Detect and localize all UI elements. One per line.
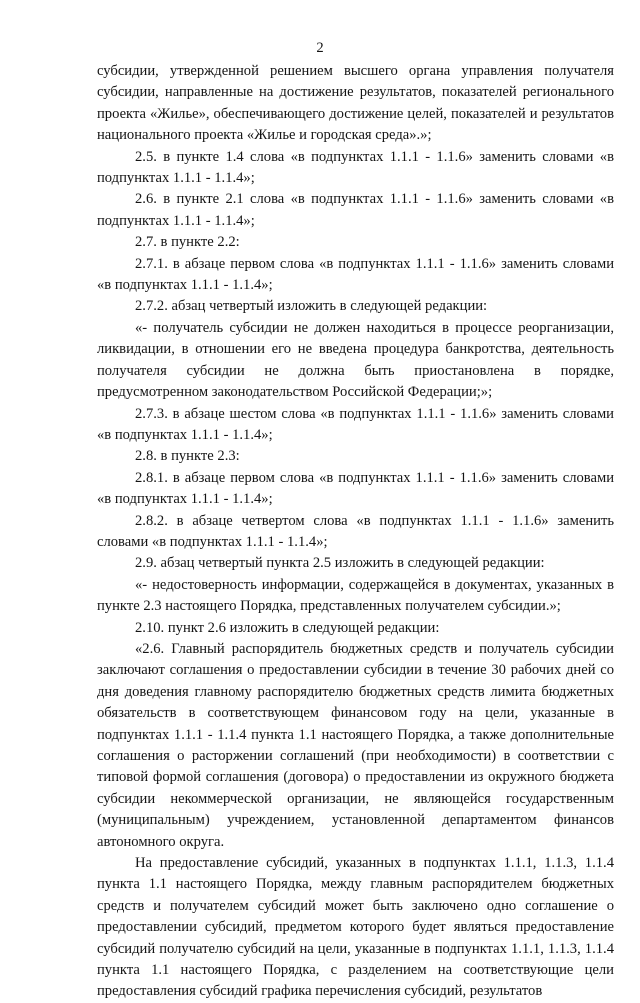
paragraph-quote-2-6: «2.6. Главный распорядитель бюджетных средств и получатель субсидии заключают соглашения о предоставлении субсидии в течение 30 рабочих дней со дня доведения главному распорядителю бюджетных средств лимита бюджетных обязательств в соответствующем финансовом году на цели, указанные в подпунктах 1.1.1 - 1.1.4 пункта 1.1 настоящего Порядка, а также дополнительные соглашения о расторжении соглашений (при необходимости) в соответствии с типовой формой соглашения (договора) о предоставлении из окружного бюджета субсидии некоммерческой организации, не являющейся государственным (муниципальным) учреждением, установленной департаментом финансов автономного округа.	[97, 640, 614, 850]
paragraph-subsidies-agreement: На предоставление субсидий, указанных в подпунктах 1.1.1, 1.1.3, 1.1.4 пункта 1.1 настоящего Порядка, между главным распорядителем бюджетных средств и получателем субсидий может быть заключено одно соглашение о предоставлении субсидий, предметом которого будет являться предоставление субсидий получателю субсидий на цели, указанные в подпунктах 1.1.1, 1.1.3, 1.1.4 пункта 1.1 настоящего Порядка, с разделением на соответствующие цели предоставления субсидий графика перечисления субсидий, результатов	[97, 855, 614, 1000]
paragraph-2-8: 2.8. в пункте 2.3:	[135, 448, 240, 465]
paragraph-2-10: 2.10. пункт 2.6 изложить в следующей редакции:	[135, 619, 440, 636]
paragraph-quote-reorganization: «- получатель субсидии не должен находиться в процессе реорганизации, ликвидации, в отношении его не введена процедура банкротства, деятельность получателя субсидии не должна быть приостановлена в порядке, предусмотренном законодательством Российской Федерации;»;	[97, 319, 614, 401]
paragraph-2-9: 2.9. абзац четвертый пункта 2.5 изложить в следующей редакции:	[135, 555, 545, 572]
paragraph-2-7-2: 2.7.2. абзац четвертый изложить в следующей редакции:	[135, 298, 488, 315]
page-number: 2	[316, 40, 324, 56]
document-body	[97, 61, 614, 1003]
paragraph-2-7-1: 2.7.1. в абзаце первом слова «в подпунктах 1.1.1 - 1.1.6» заменить словами «в подпунктах 1.1.1 - 1.1.4»;	[97, 255, 614, 294]
paragraph-continuation: субсидии, утвержденной решением высшего органа управления получателя субсидии, направленные на достижение результатов, показателей регионального проекта «Жилье», обеспечивающего достижение целей, показателей и результатов национального проекта «Жилье и городская среда».»;	[97, 63, 614, 144]
paragraph-2-8-2: 2.8.2. в абзаце четвертом слова «в подпунктах 1.1.1 - 1.1.6» заменить словами «в подпунктах 1.1.1 - 1.1.4»;	[97, 512, 614, 550]
paragraph-quote-unreliability: «- недостоверность информации, содержащейся в документах, указанных в пункте 2.3 настоящего Порядка, представленных получателем субсидии.»;	[97, 576, 614, 615]
paragraph-2-7: 2.7. в пункте 2.2:	[135, 234, 240, 251]
paragraph-2-7-3: 2.7.3. в абзаце шестом слова «в подпунктах 1.1.1 - 1.1.6» заменить словами «в подпунктах 1.1.1 - 1.1.4»;	[97, 405, 614, 443]
paragraph-2-5: 2.5. в пункте 1.4 слова «в подпунктах 1.1.1 - 1.1.6» заменить словами «в подпунктах 1.1.1 - 1.1.4»;	[97, 148, 614, 187]
paragraph-2-6: 2.6. в пункте 2.1 слова «в подпунктах 1.1.1 - 1.1.6» заменить словами «в подпунктах 1.1.1 - 1.1.4»;	[97, 191, 614, 229]
paragraph-2-8-1: 2.8.1. в абзаце первом слова «в подпунктах 1.1.1 - 1.1.6» заменить словами «в подпунктах 1.1.1 - 1.1.4»;	[97, 469, 614, 508]
